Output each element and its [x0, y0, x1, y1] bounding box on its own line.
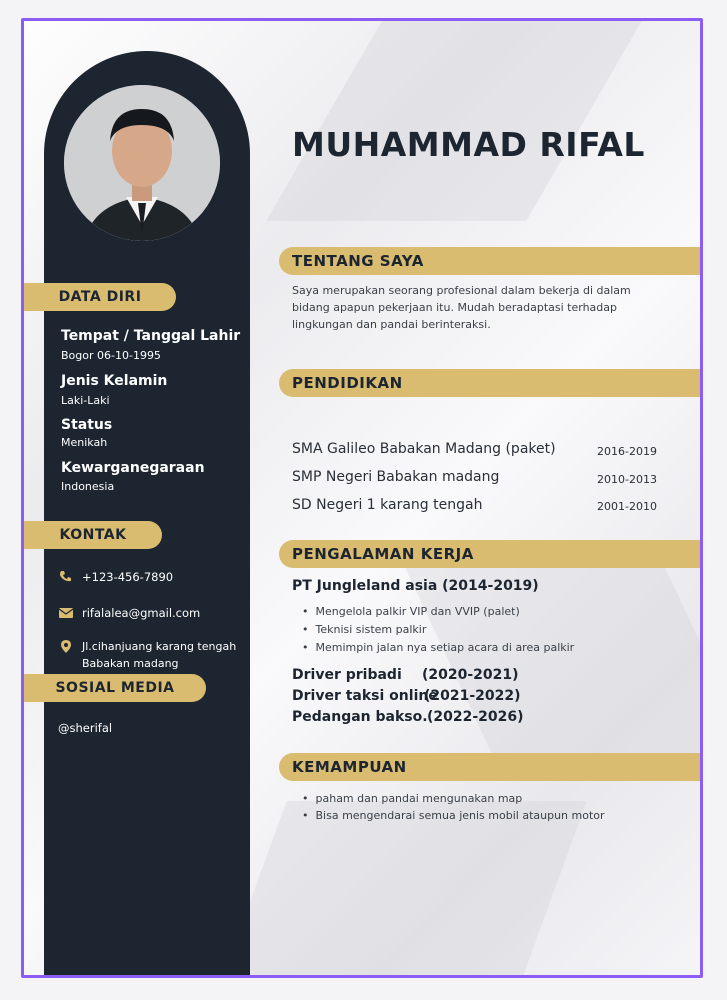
field-value: Menikah	[61, 436, 108, 449]
main-job-title: PT Jungleland asia (2014-2019)	[292, 578, 539, 594]
field-value: Laki-Laki	[61, 394, 110, 407]
education-years: 2001-2010	[597, 500, 657, 513]
social-handle: @sherifal	[58, 721, 113, 735]
education-years: 2010-2013	[597, 473, 657, 486]
tentang-saya-heading: TENTANG SAYA	[292, 252, 424, 270]
about-line: bidang apapun pekerjaan itu. Mudah beradaptasi terhadap	[292, 301, 617, 314]
duty-item: • Memimpin jalan nya setiap acara di area palkir	[302, 641, 574, 654]
job-title: Driver pribadi	[292, 667, 402, 683]
data-diri-heading: DATA DIRI	[24, 283, 176, 311]
duty-item: • Teknisi sistem palkir	[302, 623, 426, 636]
skill-item: • Bisa mengendarai semua jenis mobil ataupun motor	[302, 809, 605, 822]
field-label: Tempat / Tanggal Lahir	[61, 328, 241, 344]
field-label: Jenis Kelamin	[61, 373, 168, 389]
skill-item: • paham dan pandai mengunakan map	[302, 792, 522, 805]
job-title: Pedangan bakso.	[292, 709, 428, 725]
profile-photo	[64, 85, 220, 241]
duty-item: • Mengelola palkir VIP dan VVIP (palet)	[302, 605, 520, 618]
full-name: MUHAMMAD RIFAL	[292, 125, 645, 164]
education-school: SMA Galileo Babakan Madang (paket)	[292, 441, 556, 457]
education-school: SD Negeri 1 karang tengah	[292, 497, 483, 513]
field-value: Bogor 06-10-1995	[61, 349, 161, 362]
bg-shape	[221, 801, 587, 978]
person-photo-icon	[64, 85, 220, 241]
field-label: Status	[61, 417, 113, 433]
phone-icon	[58, 570, 74, 584]
job-title: Driver taksi online	[292, 688, 438, 704]
about-line: Saya merupakan seorang profesional dalam bekerja di dalam	[292, 284, 631, 297]
email-address: rifalalea@gmail.com	[82, 606, 201, 620]
education-school: SMP Negeri Babakan madang	[292, 469, 500, 485]
sosial-media-heading: SOSIAL MEDIA	[24, 674, 206, 702]
resume-page	[21, 18, 703, 978]
mail-icon	[58, 606, 74, 620]
phone-number: +123-456-7890	[82, 570, 174, 584]
field-label: Kewarganegaraan	[61, 460, 205, 476]
bg-shape	[266, 21, 641, 221]
job-years: (2021-2022)	[424, 688, 521, 704]
kontak-heading: KONTAK	[24, 521, 162, 549]
job-years: (2022-2026)	[427, 709, 524, 725]
field-value: Indonesia	[61, 480, 115, 493]
job-years: (2020-2021)	[422, 667, 519, 683]
about-line: lingkungan dan pandai berinteraksi.	[292, 318, 491, 331]
pengalaman-heading: PENGALAMAN KERJA	[292, 545, 474, 563]
address-line-1: Jl.cihanjuang karang tengah	[82, 640, 237, 653]
education-years: 2016-2019	[597, 445, 657, 458]
kemampuan-heading: KEMAMPUAN	[292, 758, 407, 776]
address-line-2: Babakan madang	[82, 657, 179, 670]
location-pin-icon	[58, 639, 74, 653]
pendidikan-heading: PENDIDIKAN	[292, 374, 403, 392]
